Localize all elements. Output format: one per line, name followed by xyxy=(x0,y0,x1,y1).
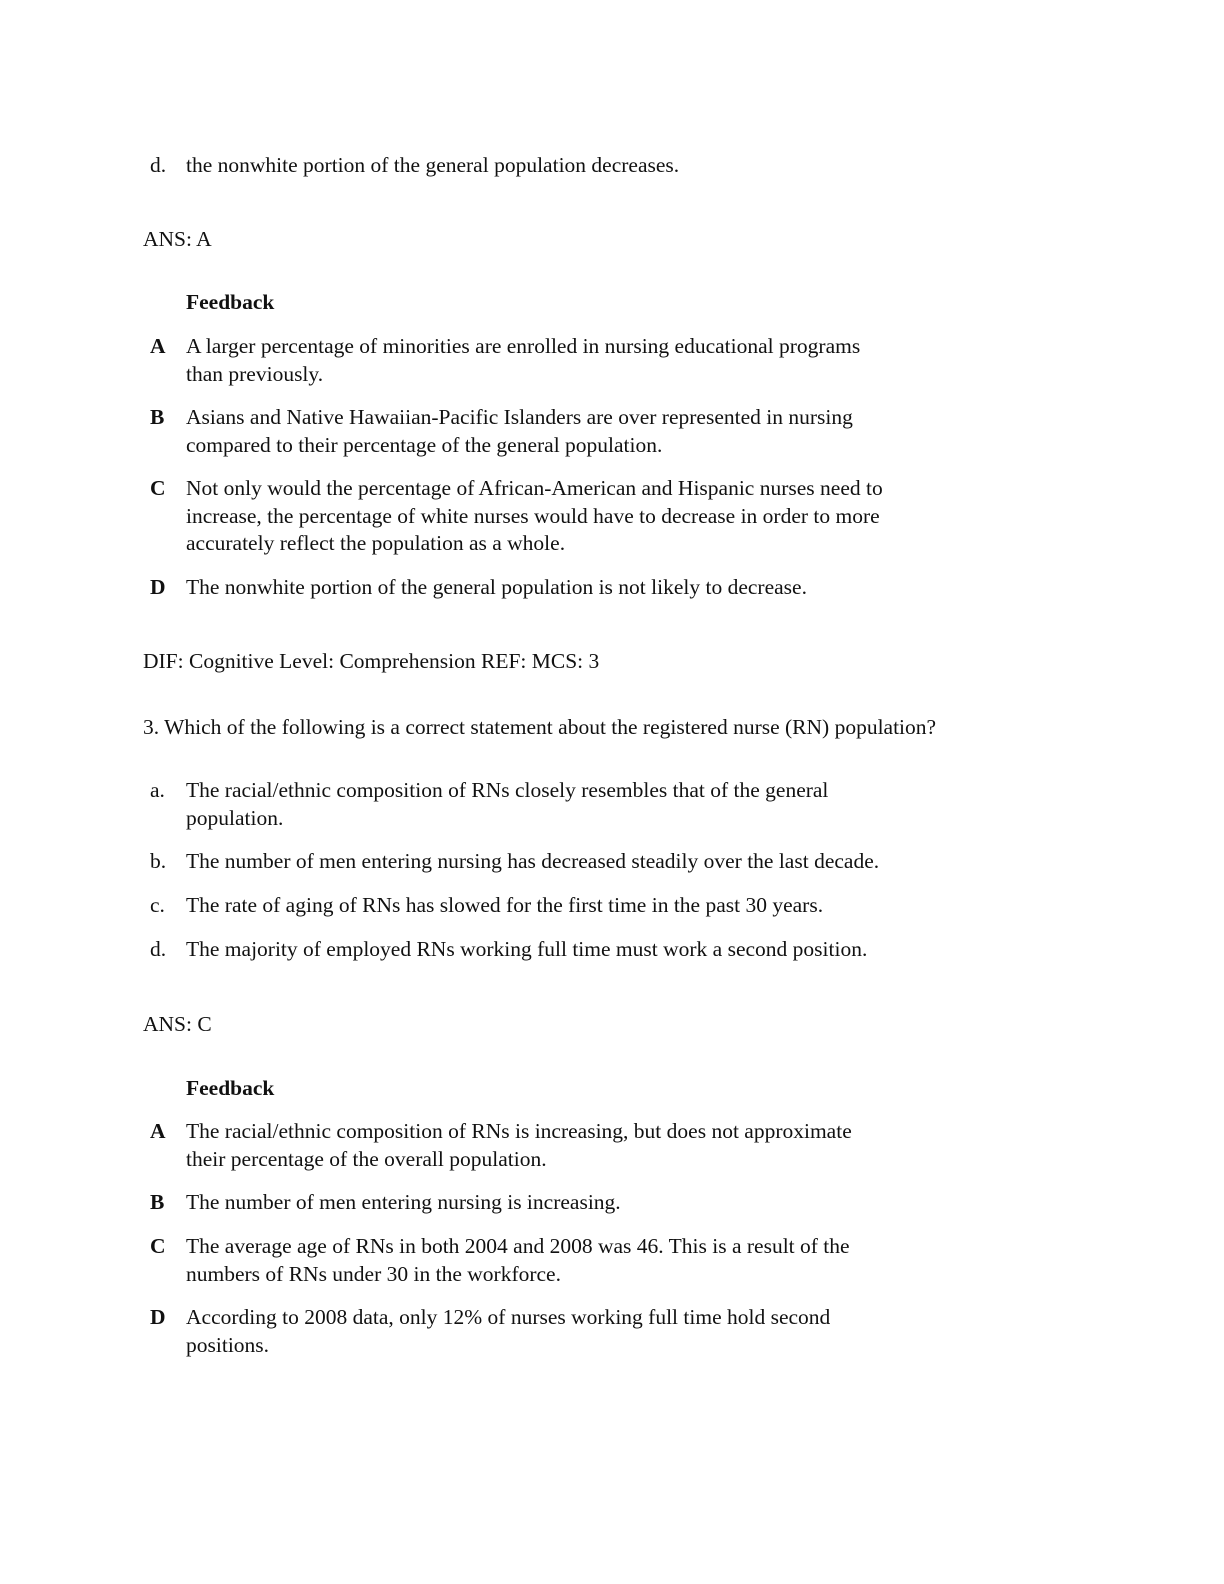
option-label: d. xyxy=(150,153,167,177)
feedback-line: The average age of RNs in both 2004 and 2008 was 46. This is a result of the xyxy=(186,1234,850,1258)
feedback-label: A xyxy=(150,1119,166,1143)
feedback-line: numbers of RNs under 30 in the workforce. xyxy=(186,1261,561,1286)
feedback-line: their percentage of the overall population. xyxy=(186,1146,547,1171)
q3-answer: ANS: C xyxy=(143,1012,212,1036)
feedback-line: than previously. xyxy=(186,361,324,386)
feedback-text xyxy=(186,1233,976,1288)
feedback-line: compared to their percentage of the general population. xyxy=(186,432,663,457)
feedback-line: The nonwhite portion of the general population is not likely to decrease. xyxy=(186,575,807,599)
feedback-text xyxy=(186,1304,976,1359)
feedback-text xyxy=(186,404,976,459)
feedback-label: B xyxy=(150,405,165,429)
feedback-line: increase, the percentage of white nurses would have to decrease in order to more xyxy=(186,503,880,528)
feedback-text xyxy=(186,574,976,602)
q3-feedback-heading: Feedback xyxy=(186,1076,275,1100)
feedback-line: positions. xyxy=(186,1332,270,1357)
option-label: b. xyxy=(150,849,167,873)
option-text xyxy=(186,848,976,876)
option-text: the nonwhite portion of the general population decreases. xyxy=(186,153,680,177)
option-label: c. xyxy=(150,893,165,917)
feedback-line: A larger percentage of minorities are enrolled in nursing educational programs xyxy=(186,334,861,358)
q2-answer: ANS: A xyxy=(143,227,212,251)
option-line: population. xyxy=(186,805,284,830)
q3-question: 3. Which of the following is a correct statement about the registered nurse (RN) population? xyxy=(143,715,937,739)
feedback-line: Asians and Native Hawaiian-Pacific Islanders are over represented in nursing xyxy=(186,405,853,429)
option-label: d. xyxy=(150,937,167,961)
feedback-label: A xyxy=(150,334,166,358)
q2-meta: DIF: Cognitive Level: Comprehension REF: MCS: 3 xyxy=(143,649,600,673)
feedback-text xyxy=(186,475,976,558)
feedback-text xyxy=(186,333,976,388)
feedback-label: C xyxy=(150,1234,166,1258)
option-text xyxy=(186,892,976,920)
feedback-line: accurately reflect the population as a whole. xyxy=(186,531,566,555)
feedback-text xyxy=(186,1118,976,1173)
option-label: a. xyxy=(150,778,165,802)
feedback-label: D xyxy=(150,1305,166,1329)
feedback-label: D xyxy=(150,575,166,599)
q2-feedback-heading: Feedback xyxy=(186,290,275,314)
feedback-line: The number of men entering nursing is increasing. xyxy=(186,1190,621,1214)
feedback-line: The racial/ethnic composition of RNs is increasing, but does not approximate xyxy=(186,1119,852,1143)
option-text xyxy=(186,777,976,832)
feedback-label: C xyxy=(150,476,166,500)
option-line: The majority of employed RNs working full time must work a second position. xyxy=(186,937,868,961)
option-line: The racial/ethnic composition of RNs closely resembles that of the general xyxy=(186,778,829,802)
feedback-label: B xyxy=(150,1190,165,1214)
feedback-text xyxy=(186,1189,976,1217)
option-line: The rate of aging of RNs has slowed for the first time in the past 30 years. xyxy=(186,893,824,917)
option-line: The number of men entering nursing has decreased steadily over the last decade. xyxy=(186,849,880,873)
feedback-line: According to 2008 data, only 12% of nurses working full time hold second xyxy=(186,1305,831,1329)
feedback-line: Not only would the percentage of African-American and Hispanic nurses need to xyxy=(186,476,883,500)
option-text xyxy=(186,936,976,964)
